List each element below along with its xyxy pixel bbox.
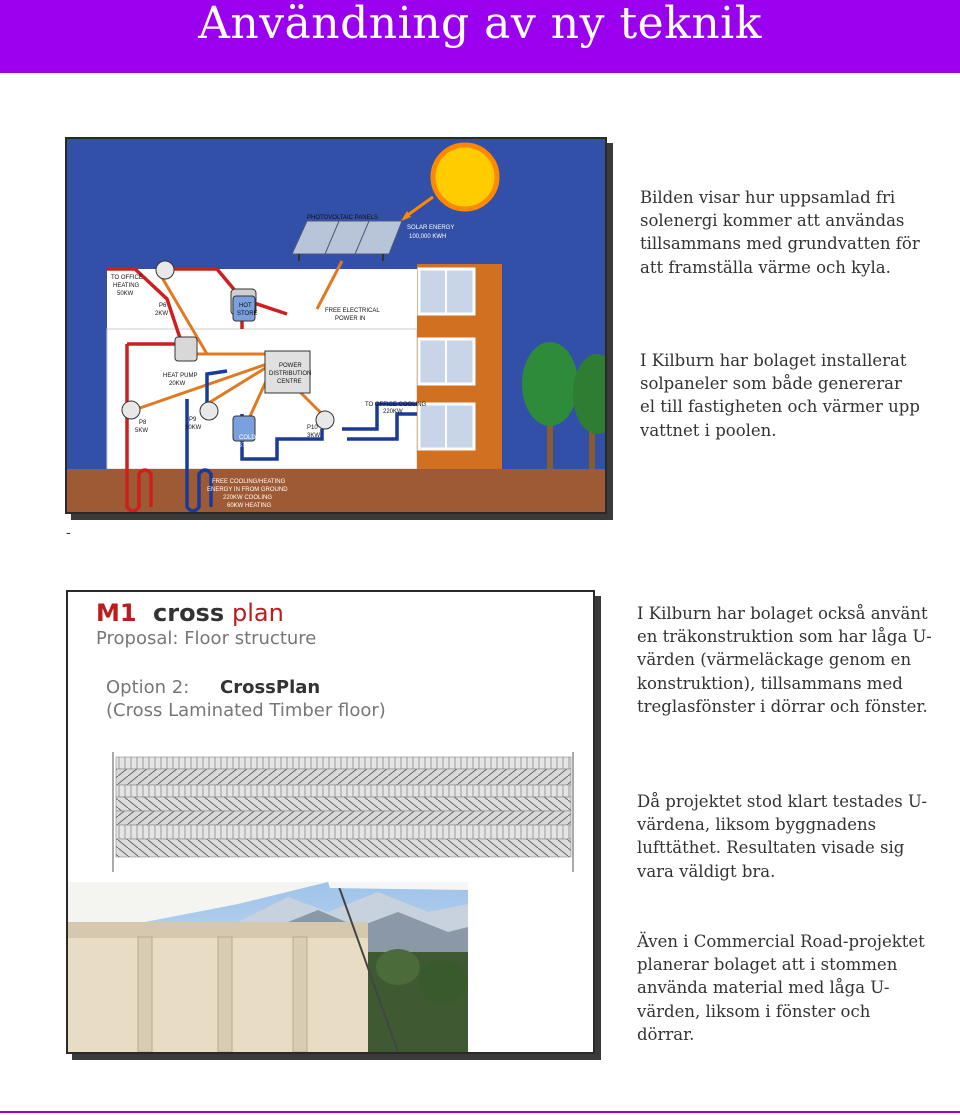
cold-store-label: COLD — [239, 435, 256, 441]
to-office-heating-label: TO OFFICE — [111, 275, 143, 281]
heat-pump-label: HEAT PUMP — [163, 373, 198, 379]
page-title: Användning av ny teknik — [198, 0, 762, 49]
p8-label: P8 — [139, 420, 147, 426]
section1-paragraph-1: Bilden visar hur uppsamlad fri solenergi kommer att användas tillsammans med grundvatten för att framställa värme och kyla. — [640, 188, 920, 277]
brand-cross: cross — [153, 599, 225, 627]
power-distribution-label: POWER — [279, 363, 302, 369]
separator-dash: - — [66, 525, 71, 541]
p9-label: P9 — [189, 417, 197, 423]
to-office-heating-label-2: HEATING — [113, 283, 140, 289]
option-prefix: Option 2: — [106, 677, 190, 698]
crossplan-figure — [66, 590, 595, 1054]
ground-label-3: 220KW COOLING — [223, 495, 273, 501]
section2-paragraph-3: Även i Commercial Road-projektet planerar bolaget att i stommen använda material med låga U-värden, liksom i fönster och dörrar. — [637, 932, 925, 1044]
free-electrical-label-2: POWER IN — [335, 316, 366, 322]
section2-paragraph-2: Då projektet stod klart testades U-värdena, liksom byggnadens lufttäthet. Resultaten visade sig vara väldigt bra. — [637, 792, 928, 881]
hot-store-label-2: STORE — [237, 311, 258, 317]
p8-value: 5KW — [135, 428, 149, 434]
to-office-cooling-value: 220KW — [383, 409, 403, 415]
cold-store-label-2: STORE — [238, 443, 259, 449]
option-name: CrossPlan — [220, 677, 321, 698]
ground-label-2: ENERGY IN FROM GROUND — [207, 487, 288, 493]
solar-energy-value: 100,000 KWH — [409, 234, 447, 240]
building-photo — [68, 882, 468, 1052]
p6-label: P6 — [159, 303, 167, 309]
energy-system-diagram — [65, 137, 607, 514]
page-header — [0, 0, 960, 73]
solar-energy-label: SOLAR ENERGY — [407, 225, 455, 231]
p10-label: P10 — [307, 425, 318, 431]
section1-paragraph-2: I Kilburn har bolaget installerat solpaneler som både genererar el till fastigheten och värmer upp vattnet i poolen. — [640, 351, 920, 440]
clt-panel-section — [113, 752, 573, 872]
brand-m1: M1 — [96, 599, 137, 627]
p10-value: 3KW — [307, 433, 321, 439]
ground-label-4: 60KW HEATING — [227, 503, 272, 509]
photovoltaic-panels-label: PHOTOVOLTAIC PANELS — [307, 215, 378, 221]
free-electrical-label: FREE ELECTRICAL — [325, 308, 380, 314]
brand-plan: plan — [232, 599, 284, 627]
ground-label-1: FREE COOLING/HEATING — [212, 479, 286, 485]
p9-value: 10KW — [185, 425, 202, 431]
heat-pump-value: 20KW — [169, 381, 186, 387]
hot-store-label: HOT — [239, 303, 252, 309]
bottom-divider — [0, 1111, 960, 1113]
to-office-cooling-label: TO OFFICE COOLING — [365, 402, 427, 408]
power-distribution-label-2: DISTRIBUTION — [269, 371, 312, 377]
proposal-title: Proposal: Floor structure — [96, 628, 317, 649]
to-office-heating-value: 50KW — [117, 291, 134, 297]
p6-value: 2KW — [155, 311, 169, 317]
option-description: (Cross Laminated Timber floor) — [106, 700, 386, 721]
section2-paragraph-1: I Kilburn har bolaget också använt en träkonstruktion som har låga U-värden (värmeläckage genom en konstruktion), tillsammans med treglasfönster i dörrar och fönster. — [637, 604, 932, 716]
power-distribution-label-3: CENTRE — [277, 379, 302, 385]
